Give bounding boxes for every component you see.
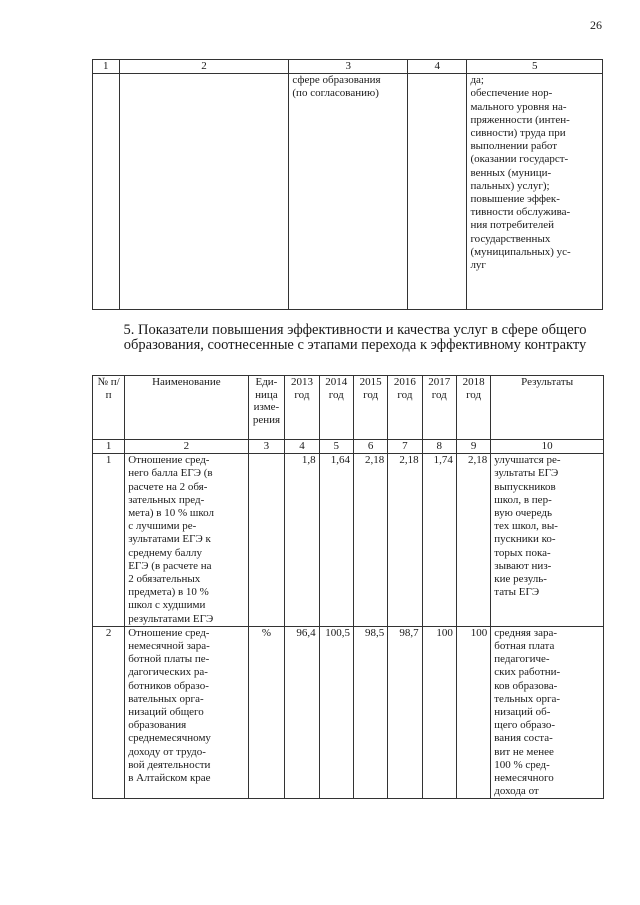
cell-organization (289, 74, 408, 310)
column-number-row (93, 440, 604, 454)
value-2017: 100 (422, 626, 456, 799)
text-line: ния потребителей (470, 219, 555, 232)
cell-empty (93, 74, 120, 310)
value-2016: 2,18 (388, 454, 422, 627)
text-line: (по согласованию) (292, 87, 379, 100)
col-header-2013: 2013 год (285, 376, 319, 440)
text-line: тех школ, вы- (494, 520, 558, 533)
text-line: низаций об- (494, 706, 551, 719)
result-cell (491, 626, 604, 799)
text-line: Отношение сред- (128, 454, 210, 467)
text-line: немесячного (494, 772, 554, 785)
text-line: (оказании государст- (470, 153, 569, 166)
value-2013: 96,4 (285, 626, 319, 799)
text-line: пальных) услуг); (470, 179, 550, 192)
text-line: педагогиче- (494, 653, 550, 666)
col-number: 7 (388, 440, 422, 454)
indicator-name (125, 626, 248, 799)
text-line: Отношение сред- (128, 626, 210, 639)
text-line: с лучшими ре- (128, 520, 197, 533)
text-line: улучшатся ре- (494, 454, 561, 467)
col-number: 5 (319, 440, 353, 454)
text-line: школ с худшими (128, 599, 206, 612)
col-header-2016: 2016 год (388, 376, 422, 440)
value-2018: 2,18 (456, 454, 490, 627)
table-row (93, 454, 604, 627)
text-line: результатами ЕГЭ (128, 612, 214, 625)
text-line: луг (470, 259, 486, 272)
text-line: расчете на 2 обя- (128, 480, 208, 493)
text-line: предмета) в 10 % (128, 586, 209, 599)
col-header-unit: Еди- ница изме- рения (248, 376, 285, 440)
text-line: дохода от (494, 785, 539, 798)
col-number: 8 (422, 440, 456, 454)
text-line: щего образо- (494, 719, 556, 732)
row-number: 1 (93, 454, 125, 627)
text-line: венных (муници- (470, 166, 552, 179)
text-line: немесячной зара- (128, 640, 210, 653)
text-line: тельных орга- (494, 692, 561, 705)
text-line: тивности обслужива- (470, 206, 571, 219)
text-line: ЕГЭ (в расчете на (128, 559, 212, 572)
col-number: 9 (456, 440, 490, 454)
text-line: зывают низ- (494, 559, 552, 572)
unit-cell (248, 454, 285, 627)
text-line: среднемесячному (128, 732, 211, 745)
value-2014: 1,64 (319, 454, 353, 627)
col-header-2017: 2017 год (422, 376, 456, 440)
text-line: вой деятельности (128, 758, 211, 771)
col-header-2: 2 (119, 60, 289, 74)
text-line: 2 обязательных (128, 573, 201, 586)
indicator-name (125, 454, 248, 627)
text-line: повышение эффек- (470, 193, 560, 206)
text-line: выпускников (494, 480, 556, 493)
table-header-row (93, 376, 604, 440)
value-2015: 2,18 (353, 454, 387, 627)
text-line: доходу от трудо- (128, 745, 206, 758)
col-number: 10 (491, 440, 604, 454)
text-line: среднему баллу (128, 546, 202, 559)
section-heading (115, 323, 595, 353)
text-line: (муниципальных) ус- (470, 245, 571, 258)
col-number: 4 (285, 440, 319, 454)
text-line: выполнении работ (470, 140, 558, 153)
col-header-results: Результаты (491, 376, 604, 440)
col-number: 6 (353, 440, 387, 454)
cell-empty (119, 74, 289, 310)
text-line: пускники ко- (494, 533, 556, 546)
value-2017: 1,74 (422, 454, 456, 627)
text-line: ботников образо- (128, 679, 209, 692)
text-line: зультатами ЕГЭ к (128, 533, 211, 546)
indicators-table (92, 375, 604, 799)
col-header-2014: 2014 год (319, 376, 353, 440)
text-line: сфере образования (292, 74, 381, 87)
unit-cell: % (248, 626, 285, 799)
row-number: 2 (93, 626, 125, 799)
text-line: средняя зара- (494, 626, 557, 639)
text-line: вую очередь (494, 507, 553, 520)
text-line: в Алтайском крае (128, 772, 211, 785)
value-2015: 98,5 (353, 626, 387, 799)
col-header-2015: 2015 год (353, 376, 387, 440)
col-number: 2 (125, 440, 248, 454)
text-line: ских работни- (494, 666, 561, 679)
value-2014: 100,5 (319, 626, 353, 799)
text-line: государственных (470, 232, 551, 245)
col-header-2018: 2018 год (456, 376, 490, 440)
col-header-3: 3 (289, 60, 408, 74)
table-row (93, 626, 604, 799)
value-2016: 98,7 (388, 626, 422, 799)
page-number: 26 (590, 18, 602, 32)
text-line: образования (128, 719, 187, 732)
text-line: таты ЕГЭ (494, 586, 540, 599)
text-line: зательных пред- (128, 493, 205, 506)
text-line: обеспечение нор- (470, 87, 553, 100)
col-header-1: 1 (93, 60, 120, 74)
text-line: торых пока- (494, 546, 551, 559)
value-2018: 100 (456, 626, 490, 799)
text-line: низаций общего (128, 706, 204, 719)
text-line: кие резуль- (494, 573, 547, 586)
text-line: мального уровня на- (470, 100, 567, 113)
text-line: пряженности (интен- (470, 113, 570, 126)
col-header-4: 4 (407, 60, 466, 74)
text-line: ботной платы пе- (128, 653, 210, 666)
cell-measures (467, 74, 603, 310)
col-header-name: Наименование (125, 376, 248, 440)
text-line: зультаты ЕГЭ (494, 467, 559, 480)
text-line: него балла ЕГЭ (в (128, 467, 213, 480)
text-line: ков образова- (494, 679, 558, 692)
text-line: 100 % сред- (494, 758, 550, 771)
text-line: вит не менее (494, 745, 554, 758)
value-2013: 1,8 (285, 454, 319, 627)
text-line: сивности) труда при (470, 127, 566, 140)
col-header-num: № п/п (93, 376, 125, 440)
text-line: вательных орга- (128, 692, 204, 705)
text-line: да; (470, 74, 484, 87)
continuation-table (92, 59, 603, 310)
col-header-5: 5 (467, 60, 603, 74)
cell-empty (407, 74, 466, 310)
result-cell (491, 454, 604, 627)
heading-line: 5. Показатели повышения эффективности и качества услуг в сфере общего (123, 322, 587, 338)
col-number: 3 (248, 440, 285, 454)
table-row (93, 74, 603, 310)
table-header-row (93, 60, 603, 74)
heading-line: образования, соотнесенные с этапами перехода к эффективному контракту (123, 337, 587, 353)
text-line: мета) в 10 % школ (128, 507, 214, 520)
text-line: ботная плата (494, 640, 555, 653)
text-line: дагогических ра- (128, 666, 208, 679)
col-number: 1 (93, 440, 125, 454)
text-line: школ, в пер- (494, 493, 552, 506)
text-line: вания соста- (494, 732, 553, 745)
